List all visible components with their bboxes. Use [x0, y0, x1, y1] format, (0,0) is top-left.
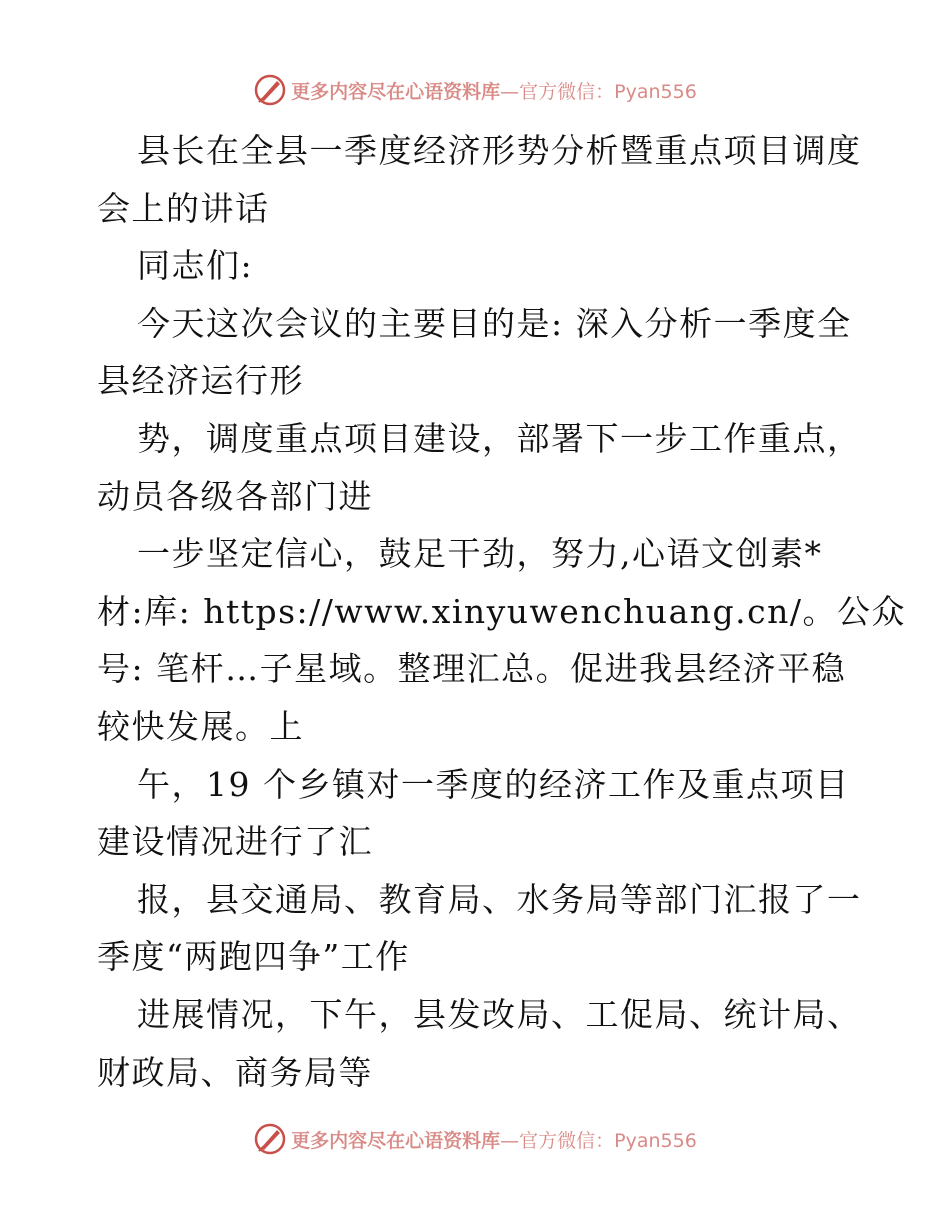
text-line: 较快发展。上 — [97, 706, 304, 746]
watermark-contact: —官方微信：Pyan556 — [500, 80, 697, 103]
text-line: 财政局、商务局等 — [97, 1052, 373, 1092]
text-line: 县经济运行形 — [97, 361, 304, 401]
quill-pen-circle-icon — [253, 1122, 287, 1156]
text-line: 一步坚定信心，鼓足干劲，努力,心语文创素* — [137, 534, 823, 574]
text-line: 同志们: — [137, 246, 254, 286]
quill-pen-circle-icon — [253, 73, 287, 107]
watermark-brand: 更多内容尽在心语资料库 — [291, 1129, 501, 1152]
footer-watermark — [0, 1119, 950, 1159]
text-line: 动员各级各部门进 — [97, 476, 373, 516]
text-line: 号: 笔杆…子星域。整理汇总。促进我县经济平稳 — [97, 649, 847, 689]
text-line: 午，19 个乡镇对一季度的经济工作及重点项目 — [137, 764, 850, 804]
text-line: 势，调度重点项目建设，部署下一步工作重点， — [137, 418, 862, 458]
text-line: 会上的讲话 — [97, 188, 270, 228]
text-line: 进展情况，下午，县发改局、工促局、统计局、 — [137, 994, 862, 1034]
text-line: 今天这次会议的主要目的是: 深入分析一季度全 — [137, 303, 852, 343]
text-line: 季度“两跑四争”工作 — [97, 937, 410, 977]
text-line: 材:库: https://www.xinyuwenchuang.cn/。公众 — [97, 591, 906, 631]
document-body — [97, 122, 906, 1101]
header-watermark — [0, 70, 950, 110]
text-line: 建设情况进行了汇 — [97, 822, 373, 862]
watermark-contact: —官方微信：Pyan556 — [500, 1129, 697, 1152]
text-line: 报，县交通局、教育局、水务局等部门汇报了一 — [137, 879, 862, 919]
watermark-brand: 更多内容尽在心语资料库 — [291, 80, 501, 103]
text-line: 县长在全县一季度经济形势分析暨重点项目调度 — [137, 131, 862, 170]
